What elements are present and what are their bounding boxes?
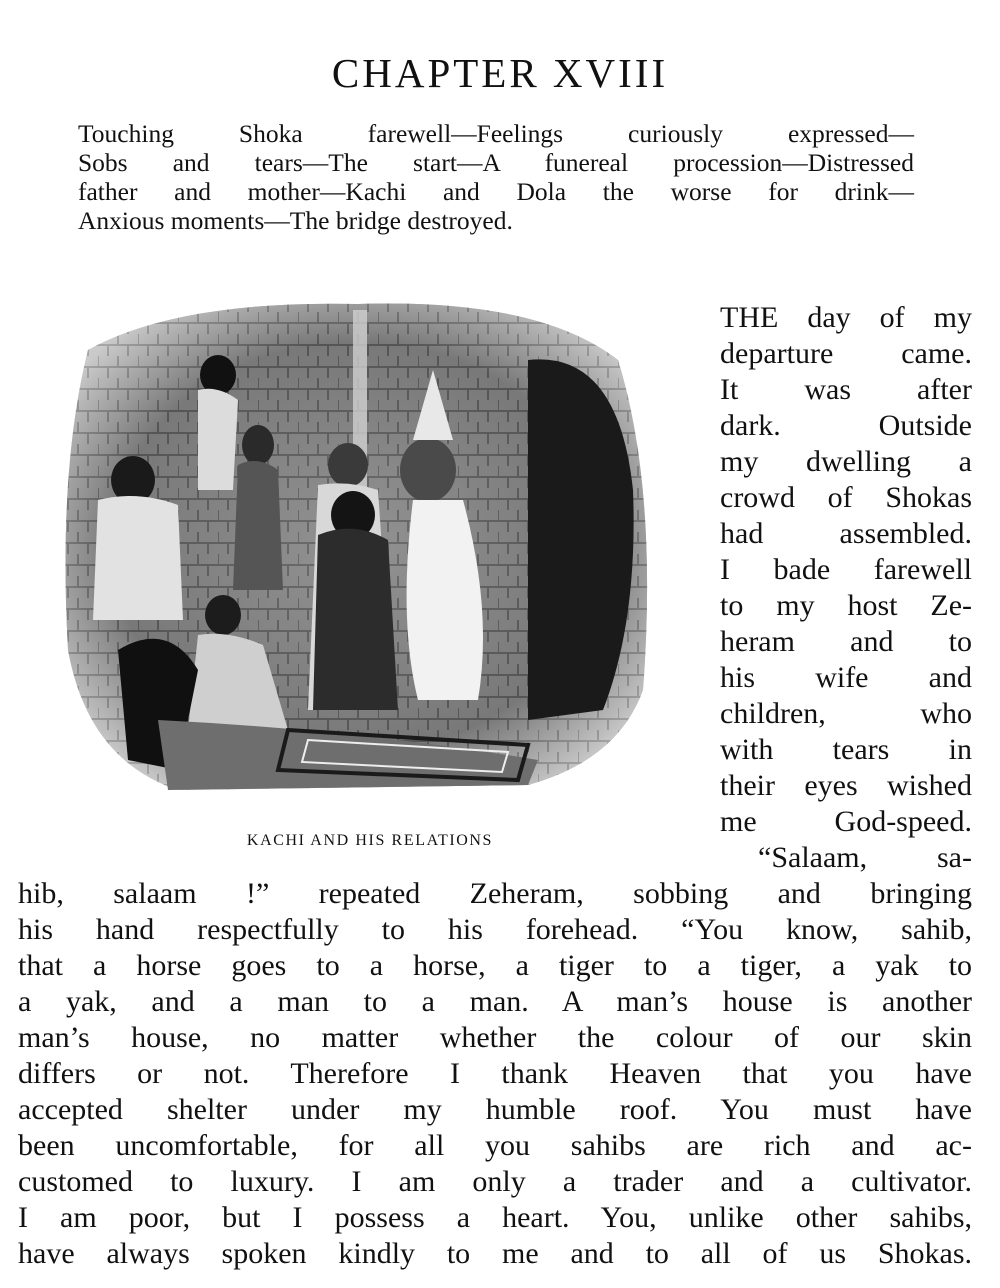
body-line: been uncomfortable, for all you sahibs are rich and ac-	[18, 1129, 972, 1162]
body-paragraph	[18, 876, 972, 1272]
column-line: had assembled.	[720, 517, 972, 550]
figure-caption: KACHI AND HIS RELATIONS	[246, 832, 494, 849]
body-line: hib, salaam !” repeated Zeheram, sobbing and bringing	[18, 877, 972, 910]
column-line: departure came.	[720, 337, 972, 370]
body-line: his hand respectfully to his forehead. “You know, sahib,	[18, 913, 972, 946]
chapter-title: CHAPTER XVIII	[331, 50, 669, 97]
column-line: “Salaam, sa-	[758, 841, 972, 874]
column-line	[720, 300, 972, 336]
column-line: dark. Outside	[720, 409, 972, 442]
body-line: I am poor, but I possess a heart. You, unlike other sahibs,	[18, 1201, 972, 1234]
body-line: that a horse goes to a horse, a tiger to a tiger, a yak to	[18, 949, 972, 982]
synopsis-line: Touching Shoka farewell—Feelings curiously expressed—	[78, 119, 914, 148]
column-line: children, who	[720, 697, 972, 730]
column-line: It was after	[720, 373, 972, 406]
column-line: their eyes wished	[720, 769, 972, 802]
body-line: a yak, and a man to a man. A man’s house is another	[18, 985, 972, 1018]
column-line-rest: day of my	[778, 301, 972, 334]
body-line: man’s house, no matter whether the colour of our skin	[18, 1021, 972, 1054]
column-line: heram and to	[720, 625, 972, 658]
column-line: with tears in	[720, 733, 972, 766]
column-line: I bade farewell	[720, 553, 972, 586]
synopsis-line: father and mother—Kachi and Dola the worse for drink—	[78, 177, 914, 206]
wrapped-column-text	[720, 300, 972, 876]
column-line: crowd of Shokas	[720, 481, 972, 514]
body-line: accepted shelter under my humble roof. You must have	[18, 1093, 972, 1126]
synopsis-line: Anxious moments—The bridge destroyed.	[78, 206, 513, 235]
column-line: my dwelling a	[720, 445, 972, 478]
body-line: differs or not. Therefore I thank Heaven that you have	[18, 1057, 972, 1090]
drop-word: THE	[720, 301, 779, 334]
chapter-synopsis	[78, 119, 914, 235]
body-line: have always spoken kindly to me and to all of us Shokas.	[18, 1237, 972, 1270]
column-line: to my host Ze-	[720, 589, 972, 622]
body-line: customed to luxury. I am only a trader and a cultivator.	[18, 1165, 972, 1198]
column-line: his wife and	[720, 661, 972, 694]
photo-illustration	[58, 290, 670, 804]
column-line: me God-speed.	[720, 805, 972, 838]
synopsis-line: Sobs and tears—The start—A funereal procession—Distressed	[78, 148, 914, 177]
group-photo-image	[58, 290, 670, 804]
